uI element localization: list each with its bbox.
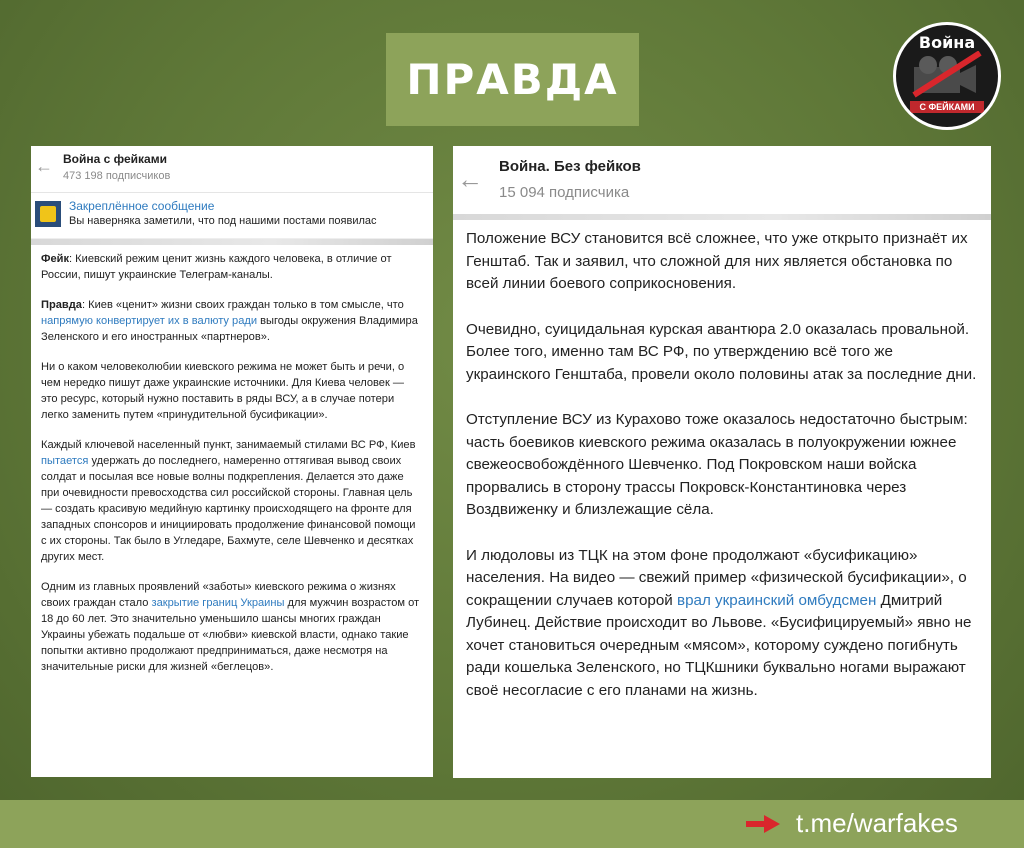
footer-bar <box>0 800 1024 848</box>
subscriber-count: 15 094 подписчика <box>499 184 630 201</box>
left-post-screenshot <box>31 146 433 777</box>
paragraph: И людоловы из ТЦК на этом фоне продолжают «бусификацию» населения. На видео — свежий пример «физической бусификации», о сокращении случаев которой врал украинский омбудсмен Дмитрий Лубинец. Действие происходит во Львове. «Бусифицируемый» явно не хочет становиться очередным «мясом», которому суждено погибнуть ради кошелька Зеленского, но ТЦКшники буквально ногами выражают своё несогласие с его планами на жизнь. <box>466 546 972 699</box>
camera-icon <box>910 51 984 99</box>
pinned-title: Закреплённое сообщение <box>69 199 215 213</box>
right-post-body <box>453 220 991 702</box>
pinned-message[interactable] <box>31 193 433 239</box>
channel-link[interactable]: t.me/warfakes <box>796 808 958 838</box>
paragraph: Фейк: Киевский режим ценит жизнь каждого человека, в отличие от России, пишут украинские Телеграм-каналы. <box>41 253 392 281</box>
paragraph: Очевидно, суицидальная курская авантюра 2.0 оказалась провальной. Более того, именно там ВС РФ, по утверждению всё того же украинского Генштаба, провели около половины атак за последние дни. <box>466 320 977 383</box>
inline-link[interactable]: напрямую конвертирует их в валюту ради <box>41 315 258 327</box>
inline-link[interactable]: врал украинский омбудсмен <box>677 591 877 609</box>
channel-name[interactable]: Война с фейками <box>63 152 167 166</box>
pinned-thumbnail <box>35 201 61 227</box>
inline-link[interactable]: закрытие границ Украины <box>151 597 285 609</box>
paragraph: Положение ВСУ становится всё сложнее, что уже открыто признаёт их Генштаб. Так и заявил, что сложной для них является обстановка по всей линии боевого соприкосновения. <box>466 230 968 292</box>
paragraph: Правда: Киев «ценит» жизни своих граждан только в том смысле, что напрямую конвертирует их в валюту ради выгоды окружения Владимира Зеленского и его иностранных «партнеров». <box>41 299 418 343</box>
subscriber-count: 473 198 подписчиков <box>63 170 171 182</box>
inline-link[interactable]: пытается <box>41 455 89 467</box>
back-arrow-icon[interactable]: ← <box>35 156 53 176</box>
banner-label: ПРАВДА <box>406 55 619 104</box>
paragraph: Ни о каком человеколюбии киевского режима не может быть и речи, о чем нередко пишут даже украинские источники. Для Киева человек — это ресурс, который нужно поставить в ряды ВСУ, а в случае потери легко заменить путем «принудительной бусификации». <box>41 361 405 421</box>
channel-logo <box>893 22 1001 130</box>
left-post-body <box>31 245 433 675</box>
logo-top-text: Война <box>918 33 976 52</box>
truth-banner <box>386 33 639 126</box>
paragraph: Отступление ВСУ из Курахово тоже оказалось недостаточно быстрым: часть боевиков киевского режима оказалась в полуокружении южнее свежеосвобождённого Шевченко. Под Покровском наши войска прорвались в сторону трассы Покровск-Константиновка через Воздвиженку и близлежащие сёла. <box>466 411 968 518</box>
logo-bottom-text: С ФЕЙКАМИ <box>910 101 984 113</box>
right-post-screenshot <box>453 146 991 778</box>
paragraph: Каждый ключевой населенный пункт, занимаемый стилами ВС РФ, Киев пытается удержать до последнего, намеренно оттягивая вывод своих солдат и посылая все новые волны подкрепления. Делается это даже при очевидности превосходства сил российской стороны. Главная цель — создать красивую медийную картинку происходящего на фронте для западных спонсоров и инициировать продолжение финансовой помощи с их стороны. Так было в Угледаре, Бахмуте, селе Шевченко и десятках других мест. <box>41 439 416 563</box>
pinned-text: Вы наверняка заметили, что под нашими постами появилас <box>69 215 377 227</box>
left-post-header <box>31 146 433 193</box>
paragraph: Одним из главных проявлений «заботы» киевского режима о жизнях своих граждан стало закрытие границ Украины для мужчин возрастом от 18 до 60 лет. Это значительно уменьшило шансы многих граждан Украины убежать подальше от «любви» киевской власти, однако такие попытки активно продолжают предприниматься, даже несмотря на значительные риски для жизней «беглецов». <box>41 581 420 673</box>
arrow-right-icon <box>746 815 780 833</box>
channel-name[interactable]: Война. Без фейков <box>499 158 641 175</box>
right-post-header <box>453 146 991 214</box>
back-arrow-icon[interactable]: ← <box>457 164 483 194</box>
